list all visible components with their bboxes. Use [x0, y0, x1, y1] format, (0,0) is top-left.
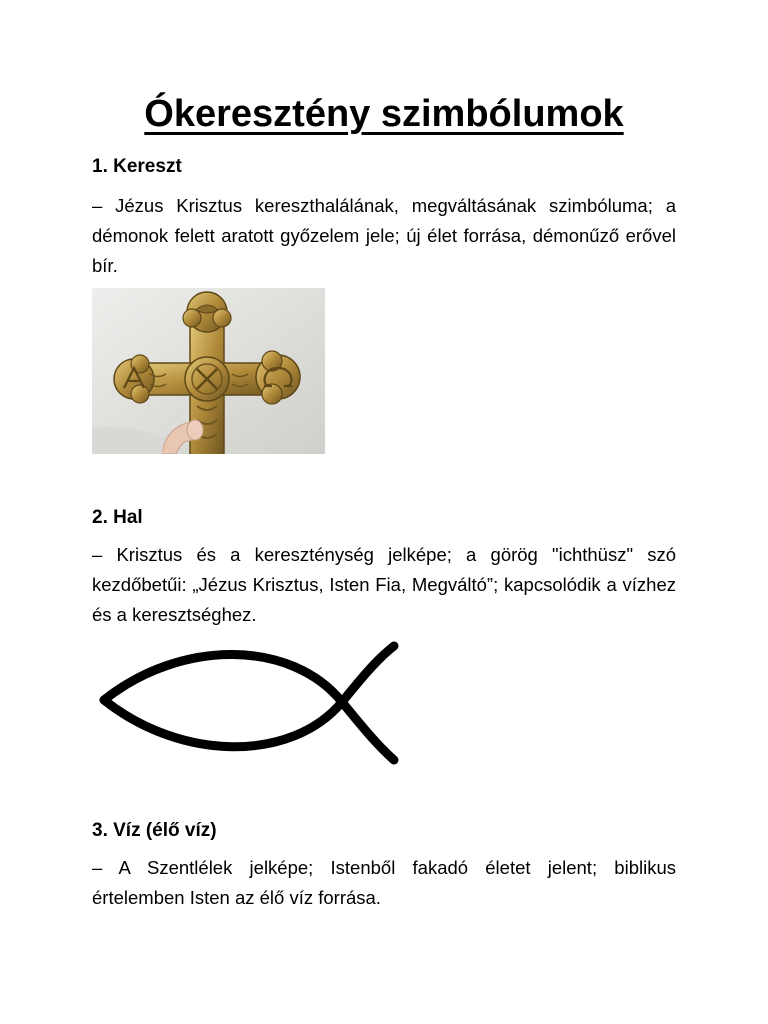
- section-heading-cross: 1. Kereszt: [92, 156, 182, 177]
- ichthys-fish-icon: [92, 640, 412, 770]
- section-heading-water: 3. Víz (élő víz): [92, 820, 217, 841]
- ichthys-image: [92, 640, 412, 770]
- page-title: Ókeresztény szimbólumok: [144, 93, 624, 135]
- section-text-water: – A Szentlélek jelképe; Istenből fakadó életet jelent; biblikus értelemben Isten az élő víz forrása.: [92, 857, 676, 908]
- cross-photo: [92, 288, 325, 454]
- section-text-fish: – Krisztus és a kereszténység jelképe; a görög "ichthüsz" szó kezdőbetűi: „Jézus Krisztus, Isten Fia, Megváltó”; kapcsolódik a vízhez és a keresztséghez.: [92, 544, 676, 625]
- section-heading-fish: 2. Hal: [92, 507, 143, 528]
- section-text-cross: – Jézus Krisztus kereszthalálának, megváltásának szimbóluma; a démonok felett aratott győzelem jele; új élet forrása, démonűző erővel bír.: [92, 195, 676, 276]
- brass-cross-icon: [92, 288, 325, 454]
- fish-lower-arc: [104, 646, 394, 747]
